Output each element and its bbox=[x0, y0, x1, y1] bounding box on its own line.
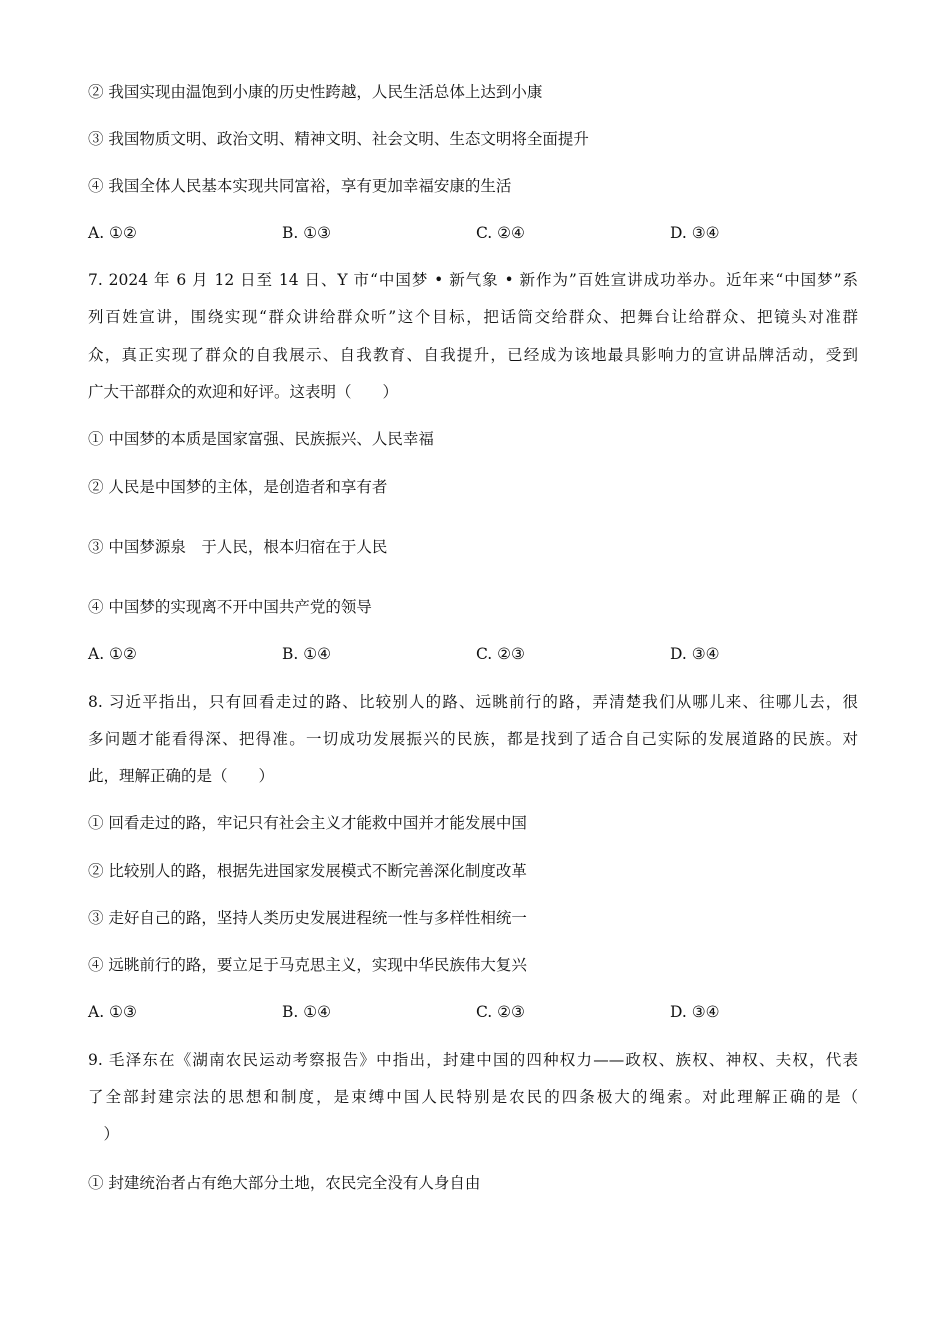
q8-statement-4: ④ 远眺前行的路，要立足于马克思主义，实现中华民族伟大复兴 bbox=[88, 956, 527, 974]
q8-stem-line: 多问题才能看得深、把得准。一切成功发展振兴的民族，都是找到了适合自己实际的发展道路的民族。对 bbox=[88, 730, 858, 748]
choice-b: B. ①③ bbox=[282, 224, 332, 242]
choice-d: D. ③④ bbox=[670, 1003, 720, 1021]
q8-statement-2: ② 比较别人的路，根据先进国家发展模式不断完善深化制度改革 bbox=[88, 862, 527, 880]
q8-statement-3: ③ 走好自己的路，坚持人类历史发展进程统一性与多样性相统一 bbox=[88, 909, 527, 927]
q8-stem-line: 此，理解正确的是（ ） bbox=[88, 767, 275, 785]
answer-options-q7 bbox=[88, 643, 868, 665]
q7-statement-3: ③ 中国梦源泉 于人民，根本归宿在于人民 bbox=[88, 538, 388, 556]
option-statement-3: ③ 我国物质文明、政治文明、精神文明、社会文明、生态文明将全面提升 bbox=[88, 130, 589, 148]
q8-statement-1: ① 回看走过的路，牢记只有社会主义才能救中国并才能发展中国 bbox=[88, 814, 527, 832]
q8-stem-line: 8. 习近平指出，只有回看走过的路、比较别人的路、远眺前行的路，弄清楚我们从哪儿来、往哪儿去，很 bbox=[88, 693, 858, 711]
q9-stem-line: 9. 毛泽东在《湖南农民运动考察报告》中指出，封建中国的四种权力——政权、族权、神权、夫权，代表 bbox=[88, 1051, 858, 1069]
q9-stem-line: ） bbox=[88, 1125, 120, 1143]
q7-stem-line: 广大干部群众的欢迎和好评。这表明（ ） bbox=[88, 383, 399, 401]
choice-c: C. ②③ bbox=[476, 645, 525, 663]
choice-a: A. ①② bbox=[88, 645, 137, 663]
q7-stem-line: 7. 2024 年 6 月 12 日至 14 日、Y 市“中国梦 • 新气象 • 新作为”百姓宣讲成功举办。近年来“中国梦”系 bbox=[88, 271, 858, 289]
answer-options-q6 bbox=[88, 222, 868, 244]
choice-c: C. ②④ bbox=[476, 224, 525, 242]
option-statement-2: ② 我国实现由温饱到小康的历史性跨越，人民生活总体上达到小康 bbox=[88, 83, 543, 101]
q7-stem-line: 列百姓宣讲，围绕实现“群众讲给群众听”这个目标，把话筒交给群众、把舞台让给群众、把镜头对准群 bbox=[88, 308, 858, 326]
choice-b: B. ①④ bbox=[282, 645, 332, 663]
choice-c: C. ②③ bbox=[476, 1003, 525, 1021]
q7-stem-line: 众，真正实现了群众的自我展示、自我教育、自我提升，已经成为该地最具影响力的宣讲品牌活动，受到 bbox=[88, 346, 858, 364]
choice-d: D. ③④ bbox=[670, 224, 720, 242]
q7-statement-4: ④ 中国梦的实现离不开中国共产党的领导 bbox=[88, 598, 372, 616]
choice-a: A. ①③ bbox=[88, 1003, 137, 1021]
q9-statement-1: ① 封建统治者占有绝大部分土地，农民完全没有人身自由 bbox=[88, 1174, 481, 1192]
q7-statement-1: ① 中国梦的本质是国家富强、民族振兴、人民幸福 bbox=[88, 430, 434, 448]
choice-b: B. ①④ bbox=[282, 1003, 332, 1021]
q7-statement-2: ② 人民是中国梦的主体，是创造者和享有者 bbox=[88, 478, 388, 496]
option-statement-4: ④ 我国全体人民基本实现共同富裕，享有更加幸福安康的生活 bbox=[88, 177, 512, 195]
answer-options-q8 bbox=[88, 1001, 868, 1023]
choice-a: A. ①② bbox=[88, 224, 137, 242]
choice-d: D. ③④ bbox=[670, 645, 720, 663]
q9-stem-line: 了全部封建宗法的思想和制度，是束缚中国人民特别是农民的四条极大的绳索。对此理解正确的是（ bbox=[88, 1088, 858, 1106]
